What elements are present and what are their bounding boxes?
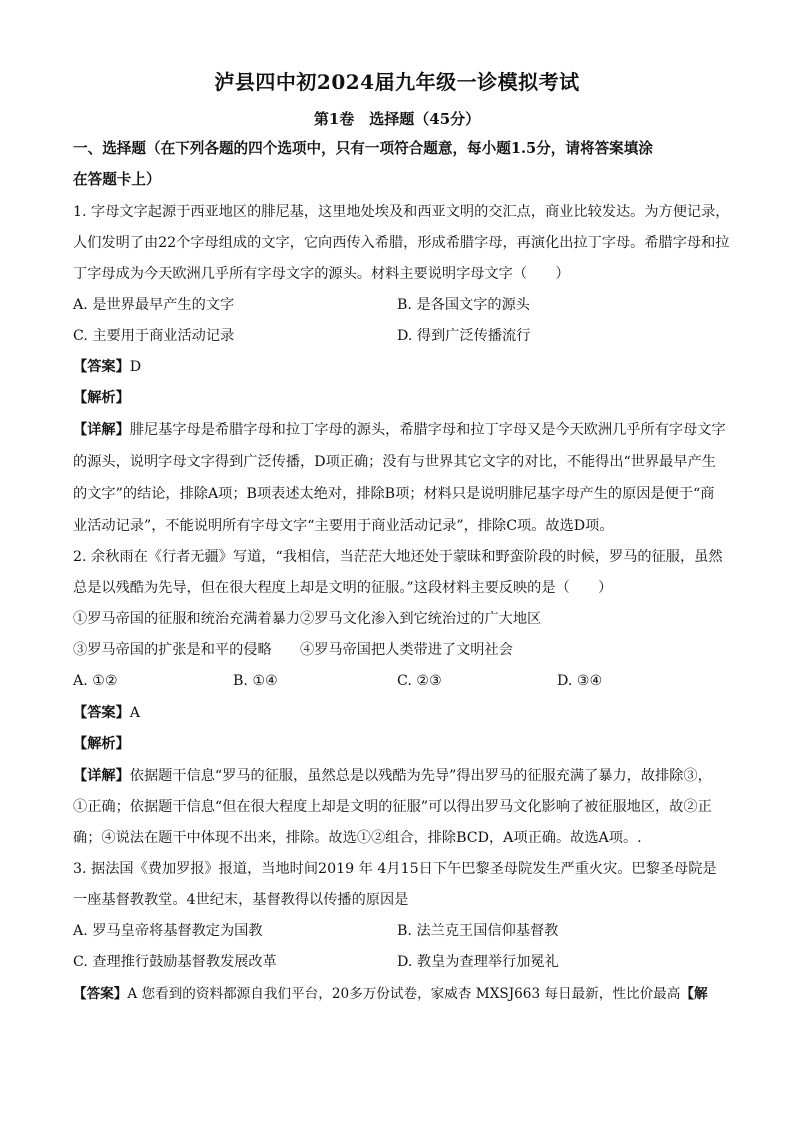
q3-option-a: A. 罗马皇帝将基督教定为国教	[73, 923, 263, 939]
q1-stem-line2: 人们发明了由22个字母组成的文字，它向西传入希腊，形成希腊字母，再演化出拉丁字母。希腊字母和拉	[73, 235, 730, 251]
q2-detail-line1	[73, 766, 712, 786]
q3-option-d: D. 教皇为查理举行加冕礼	[397, 954, 559, 970]
q2-option-d: D. ③④	[557, 673, 603, 689]
q2-answer-label: 【答案】	[73, 705, 130, 721]
q1-analysis-label: 【解析】	[73, 390, 130, 406]
q3-next-label: 【解	[680, 986, 708, 1002]
q2-answer	[73, 703, 140, 723]
q2-detail-text1: 依据题干信息“罗马的征服，虽然总是以残酷为先导”得出罗马的征服充满了暴力，故排除③，	[129, 768, 712, 784]
q2-detail-line2: ①正确；依据题干信息“但在很大程度上却是文明的征服”可以得出罗马文化影响了被征服地区，故②正	[73, 799, 712, 815]
q1-option-c: C. 主要用于商业活动记录	[73, 328, 235, 344]
q2-stem-line4: ③罗马帝国的扩张是和平的侵略 ④罗马帝国把人类带进了文明社会	[73, 642, 513, 658]
q1-answer-label: 【答案】	[73, 359, 130, 375]
q3-stem-line2: 一座基督教教堂。4世纪末，基督教得以传播的原因是	[73, 892, 409, 908]
section-heading-line2: 在答题卡上）	[73, 171, 161, 188]
q1-detail-text1: 腓尼基字母是希腊字母和拉丁字母的源头，希腊字母和拉丁字母又是今天欧洲几乎所有字母文字	[129, 422, 726, 438]
q1-option-a: A. 是世界最早产生的文字	[73, 297, 235, 313]
q1-option-d: D. 得到广泛传播流行	[397, 328, 531, 344]
q1-stem-line1: 1. 字母文字起源于西亚地区的腓尼基，这里地处埃及和西亚文明的交汇点，商业比较发达。为方便记录，	[73, 204, 730, 220]
q2-detail-line3: 确；④说法在题干中体现不出来，排除。故选①②组合，排除BCD，A项正确。故选A项。.	[73, 830, 642, 846]
q1-detail-line2: 的源头，说明字母文字得到广泛传播，D项正确；没有与世界其它文字的对比，不能得出“世界最早产生	[73, 454, 716, 470]
q1-detail-label: 【详解】	[73, 422, 130, 438]
q2-option-a: A. ①②	[73, 673, 118, 689]
q2-analysis-label: 【解析】	[73, 736, 130, 752]
q3-answer-text: A 您看到的资料都源自我们平台，20多万份试卷，家威杏 MXSJ663 每日最新，性比价最高	[127, 986, 681, 1002]
q1-option-b: B. 是各国文字的源头	[397, 297, 530, 313]
q1-detail-line3: 的文字”的结论，排除A项；B项表述太绝对，排除B项；材料只是说明腓尼基字母产生的原因是便于“商	[73, 486, 715, 502]
q3-option-b: B. 法兰克王国信仰基督教	[397, 923, 559, 939]
q2-option-c: C. ②③	[397, 673, 442, 689]
q1-detail-line4: 业活动记录”，不能说明所有字母文字“主要用于商业活动记录”，排除C项。故选D项。	[73, 518, 614, 534]
q2-stem-line3: ①罗马帝国的征服和统治充满着暴力②罗马文化渗入到它统治过的广大地区	[73, 611, 542, 627]
q1-answer	[73, 357, 141, 377]
q2-stem-line1: 2. 余秋雨在《行者无疆》写道，“我相信，当茫茫大地还处于蒙昧和野蛮阶段的时候，罗马的征服，虽然	[73, 549, 723, 565]
q2-detail-label: 【详解】	[73, 768, 130, 784]
q3-option-c: C. 查理推行鼓励基督教发展改革	[73, 954, 277, 970]
q1-detail-line1	[73, 420, 726, 440]
section-heading-line1: 一、选择题（在下列各题的四个选项中，只有一项符合题意，每小题1.5分，请将答案填涂	[73, 140, 653, 157]
q3-stem-line1: 3. 据法国《费加罗报》报道，当地时间2019 年 4月15日下午巴黎圣母院发生严重火灾。巴黎圣母院是	[73, 861, 717, 877]
q2-answer-value: A	[129, 705, 141, 721]
page-subtitle: 第1卷 选择题（45分）	[313, 110, 481, 128]
q3-answer-label: 【答案】	[73, 986, 128, 1002]
q1-stem-line3: 丁字母成为今天欧洲几乎所有字母文字的源头。材料主要说明字母文字（ ）	[73, 266, 570, 282]
q3-answer-line	[73, 984, 708, 1004]
q2-stem-line2: 总是以残酷为先导，但在很大程度上却是文明的征服。”这段材料主要反映的是（ ）	[73, 580, 613, 596]
q1-answer-value: D	[129, 359, 142, 375]
page-title: 泸县四中初2024届九年级一诊模拟考试	[214, 70, 580, 94]
q2-option-b: B. ①④	[233, 673, 278, 689]
